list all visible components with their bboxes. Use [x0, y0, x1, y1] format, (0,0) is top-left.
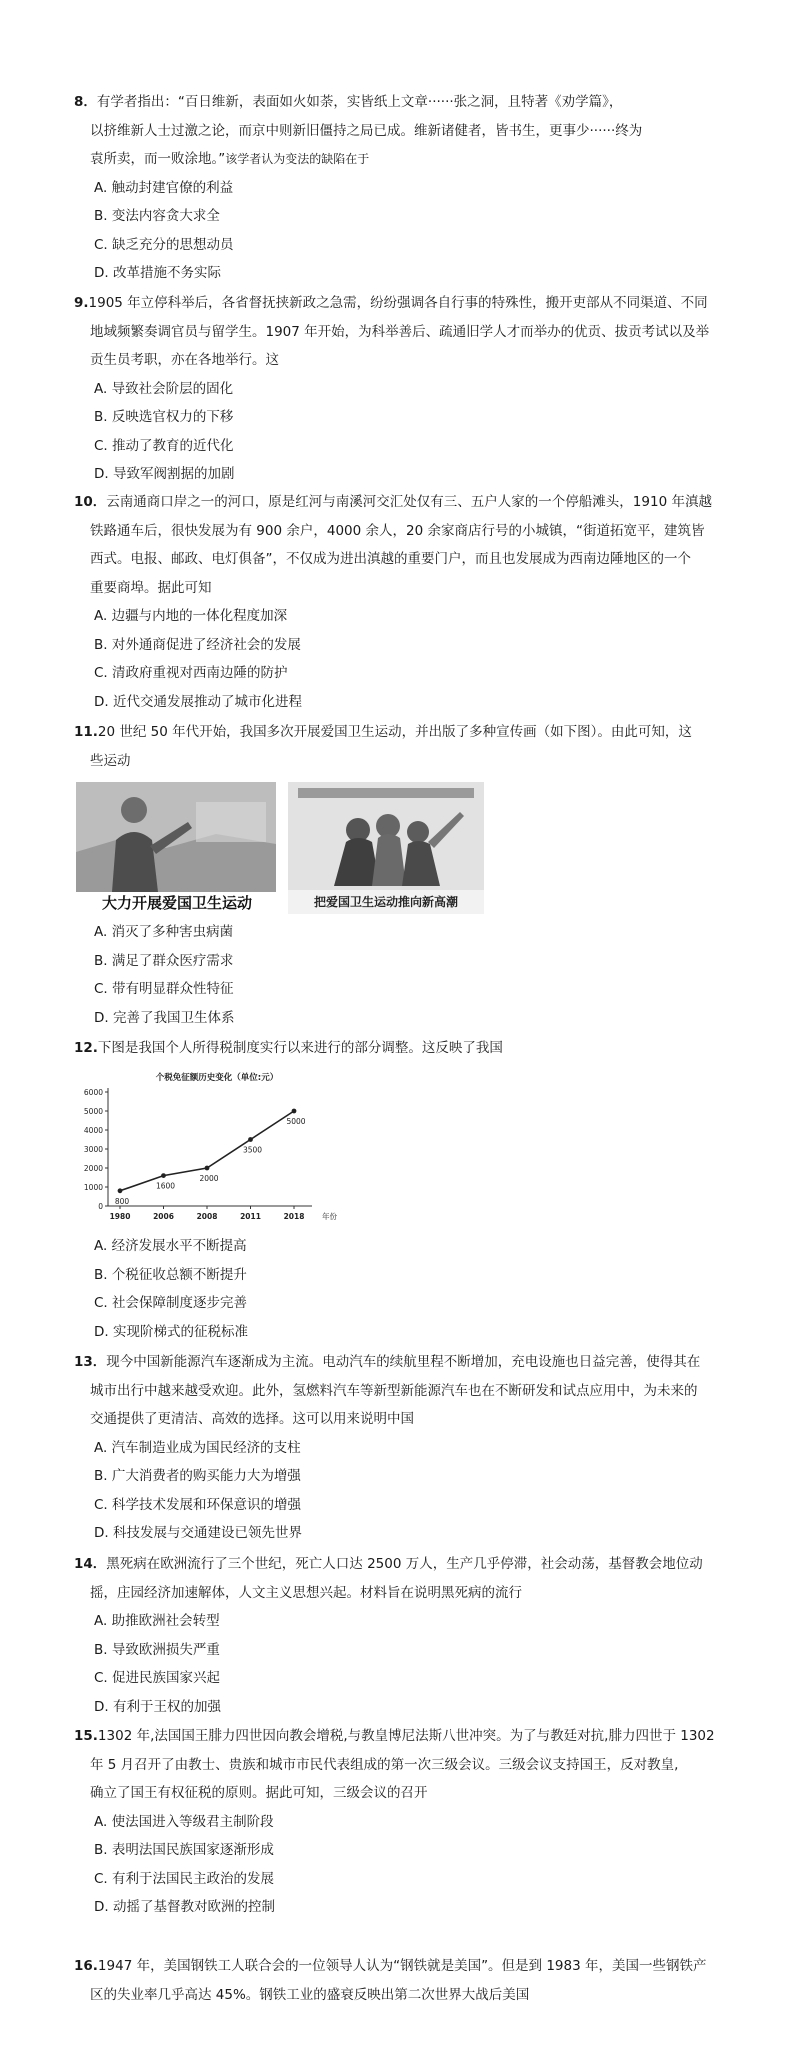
option-a: A. 消灭了多种害虫病菌	[94, 924, 234, 940]
question-number: 9.	[74, 295, 89, 311]
x-tick-label: 1980	[109, 1212, 131, 1221]
data-point	[118, 1188, 123, 1193]
data-label: 3500	[242, 1145, 263, 1155]
data-point	[248, 1137, 253, 1142]
chart-axes	[108, 1088, 312, 1206]
option-c: C. 科学技术发展和环保意识的增强	[94, 1496, 302, 1513]
option-a: A. 边疆与内地的一体化程度加深	[94, 608, 288, 624]
y-tick-label: 6000	[83, 1088, 103, 1097]
question-text: 重要商埠。据此可知	[90, 579, 212, 596]
question-text: 城市出行中越来越受欢迎。此外，氢燃料汽车等新型新能源汽车也在不断研发和试点应用中，为未来的	[90, 1382, 698, 1399]
option-a: A. 汽车制造业成为国民经济的支柱	[94, 1439, 301, 1456]
option-d: D. 完善了我国卫生体系	[94, 1009, 235, 1026]
chart-labels	[115, 1072, 306, 1206]
data-label: 800	[114, 1196, 130, 1206]
option-b: B. 个税征收总额不断提升	[94, 1266, 247, 1283]
option-d: D. 科技发展与交通建设已领先世界	[94, 1525, 302, 1541]
question-text: 20 世纪 50 年代开始，我国多次开展爱国卫生运动，并出版了多种宣传画（如下图）。由此可知，这	[97, 724, 692, 740]
data-label: 2000	[199, 1174, 219, 1183]
x-tick-label: 2011	[240, 1212, 261, 1221]
question-text: 黑死病在欧洲流行了三个世纪，死亡人口达 2500 万人，生产几乎停滞，社会动荡，基督教会地位动	[106, 1556, 703, 1572]
question-text: 以挤维新人士过激之论，而京中则新旧僵持之局已成。维新诸健者，皆书生，更事少······终为	[90, 122, 643, 139]
option-d: D. 改革措施不务实际	[94, 265, 221, 281]
question-14	[74, 1550, 744, 1721]
option-c: C. 带有明显群众性特征	[94, 981, 234, 997]
option-d: D. 实现阶梯式的征税标准	[94, 1323, 248, 1340]
question-12-options	[74, 1232, 744, 1346]
option-b: B. 变法内容贪大求全	[94, 208, 220, 224]
question-text: 现今中国新能源汽车逐渐成为主流。电动汽车的续航里程不断增加，充电设施也日益完善，使得其在	[106, 1354, 701, 1370]
chart-title: 个税免征额历史变化（单位:元）	[155, 1073, 279, 1083]
question-text: 袁所卖，而一败涂地。”	[90, 151, 226, 167]
question-9	[74, 289, 744, 489]
data-point	[161, 1173, 166, 1178]
option-c: C. 推动了教育的近代化	[94, 437, 234, 454]
question-text: 交通提供了更清洁、高效的选择。这可以用来说明中国	[90, 1411, 414, 1427]
question-11-options	[74, 918, 744, 1032]
question-text: 确立了国王有权征税的原则。据此可知，三级会议的召开	[90, 1785, 428, 1801]
question-text: 1302 年,法国国王腓力四世因向教会增税,与教皇博尼法斯八世冲突。为了与教廷对抗,腓力四世于 1302	[97, 1728, 715, 1744]
option-a: A. 触动封建官僚的利益	[94, 179, 234, 196]
option-c: C. 清政府重视对西南边陲的防护	[94, 665, 288, 681]
option-c: C. 促进民族国家兴起	[94, 1670, 221, 1686]
question-text: 区的失业率几乎高达 45%。钢铁工业的盛衰反映出第二次世界大战后美国	[90, 1986, 530, 2003]
option-a: A. 助推欧洲社会转型	[94, 1613, 220, 1629]
poster-caption-2: 把爱国卫生运动推向新高潮	[313, 895, 458, 909]
option-c: C. 有利于法国民主政治的发展	[94, 1870, 275, 1887]
option-c: C. 缺乏充分的思想动员	[94, 236, 234, 253]
question-number: 14．	[74, 1556, 107, 1572]
question-15	[74, 1722, 744, 1922]
poster-caption-1: 大力开展爱国卫生运动	[101, 894, 252, 912]
question-text: 有学者指出：“百日维新，表面如火如荼，实皆纸上文章······张之洞，且特著《劝学篇》，	[96, 94, 623, 110]
question-text: 些运动	[90, 752, 131, 769]
option-b: B. 满足了群众医疗需求	[94, 952, 234, 969]
question-12	[74, 1034, 744, 1063]
question-text: 地域频繁奏调官员与留学生。1907 年开始，为科举善后、疏通旧学人才而举办的优贡、拔贡考试以及举	[90, 323, 710, 340]
option-b: B. 反映选官权力的下移	[94, 409, 234, 425]
data-point	[205, 1166, 210, 1171]
x-axis-label: 年份	[322, 1212, 337, 1221]
option-a: A. 使法国进入等级君主制阶段	[94, 1813, 274, 1830]
question-tail: 该学者认为变法的缺陷在于	[225, 152, 370, 166]
question-10	[74, 488, 744, 716]
question-text: 贡生员考职，亦在各地举行。这	[90, 352, 279, 368]
question-number: 10．	[74, 494, 107, 510]
x-tick-label: 2018	[283, 1212, 305, 1221]
option-d: D. 有利于王权的加强	[94, 1698, 221, 1715]
y-tick-label: 1000	[83, 1183, 103, 1192]
question-text: 摇，庄园经济加速解体，人文主义思想兴起。材料旨在说明黑死病的流行	[90, 1584, 522, 1601]
data-point	[292, 1109, 297, 1114]
x-tick-label: 2006	[153, 1212, 174, 1221]
option-a: A. 经济发展水平不断提高	[94, 1238, 247, 1254]
question-number: 8．	[74, 94, 97, 110]
x-tick-label: 2008	[196, 1212, 218, 1221]
question-text: 铁路通车后，很快发展为有 900 余户，4000 余人，20 余家商店行号的小城镇，“街道拓宽平，建筑皆	[90, 522, 705, 539]
y-tick-label: 3000	[83, 1145, 103, 1154]
question-text: 西式。电报、邮政、电灯俱备”，不仅成为进出滇越的重要门户，而且也发展成为西南边陲地区的一个	[90, 551, 691, 567]
option-b: B. 对外通商促进了经济社会的发展	[94, 636, 301, 653]
option-b: B. 广大消费者的购买能力大为增强	[94, 1468, 301, 1484]
question-11	[74, 718, 744, 775]
poster-image-2	[288, 782, 484, 914]
option-d: D. 动摇了基督教对欧洲的控制	[94, 1899, 275, 1915]
y-tick-label: 5000	[83, 1107, 103, 1116]
y-tick-label: 4000	[83, 1126, 103, 1135]
question-16	[74, 1952, 744, 2009]
option-c: C. 社会保障制度逐步完善	[94, 1295, 248, 1311]
option-d: D. 导致军阀割据的加剧	[94, 466, 235, 482]
option-d: D. 近代交通发展推动了城市化进程	[94, 693, 302, 710]
question-text: 1947 年，美国钢铁工人联合会的一位领导人认为“钢铁就是美国”。但是到 1983 年，美国一些钢铁产	[97, 1958, 707, 1974]
tax-exemption-chart	[74, 1068, 366, 1228]
question-13	[74, 1348, 744, 1548]
option-b: B. 表明法国民族国家逐渐形成	[94, 1842, 274, 1858]
poster-image-1	[76, 782, 276, 914]
question-text: 下图是我国个人所得税制度实行以来进行的部分调整。这反映了我国	[97, 1040, 503, 1056]
question-number: 11.	[74, 724, 98, 740]
question-number: 12.	[74, 1040, 98, 1056]
question-number: 16.	[74, 1958, 98, 1974]
option-b: B. 导致欧洲损失严重	[94, 1641, 220, 1658]
question-8	[74, 88, 744, 288]
question-text: 云南通商口岸之一的河口，原是红河与南溪河交汇处仅有三、五户人家的一个停船滩头，1910 年滇越	[106, 494, 712, 510]
question-number: 13．	[74, 1354, 107, 1370]
option-a: A. 导致社会阶层的固化	[94, 380, 234, 397]
data-label: 5000	[286, 1117, 306, 1126]
question-text: 1905 年立停科举后，各省督抚挟新政之急需，纷纷强调各自行事的特殊性，搬开吏部从不同渠道、不同	[88, 295, 708, 311]
y-tick-label: 2000	[83, 1164, 103, 1173]
data-label: 1600	[155, 1181, 176, 1191]
question-text: 年 5 月召开了由教士、贵族和城市市民代表组成的第一次三级会议。三级会议支持国王，反对教皇,	[90, 1756, 679, 1773]
y-tick-label: 0	[98, 1202, 103, 1211]
question-number: 15.	[74, 1728, 98, 1744]
